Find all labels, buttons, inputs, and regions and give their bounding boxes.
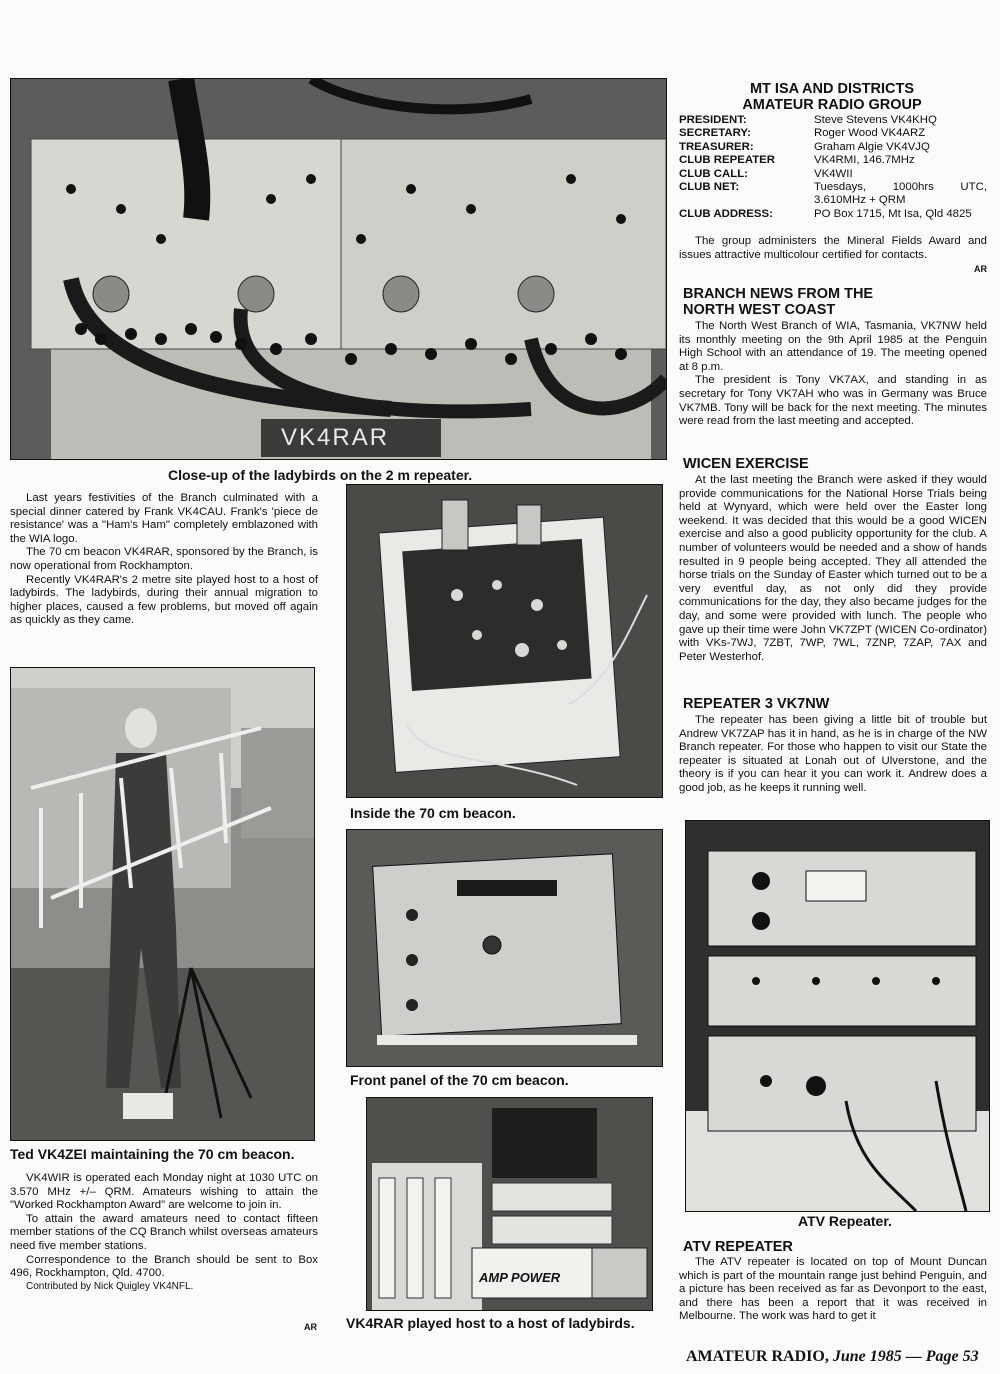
ladybirds-closeup-photo — [10, 78, 667, 460]
left-story-top — [10, 492, 318, 628]
front-panel-photo — [346, 829, 663, 1067]
branch-news-body — [679, 320, 987, 429]
info-value: Roger Wood VK4ARZ — [814, 127, 926, 140]
left-para-1: Last years festivities of the Branch culminated with a special dinner catered by Frank VK4CAU. Frank's 'piece de resistance' was a "Ham's Ham" completely emblazoned with the WIA logo. — [10, 492, 318, 545]
left-para-6: Correspondence to the Branch should be sent to Box 496, Rockhampton, Qld. 4700. — [10, 1253, 318, 1280]
mtisa-info-table — [679, 114, 987, 221]
left-para-2: The 70 cm beacon VK4RAR, sponsored by the Branch, is now operational from Rockhampton. — [10, 546, 318, 572]
info-row — [679, 208, 987, 221]
mtisa-title — [678, 81, 986, 113]
mtisa-body — [679, 235, 987, 262]
footer-page: — Page 53 — [905, 1348, 979, 1365]
caption-ted: Ted VK4ZEI maintaining the 70 cm beacon. — [10, 1146, 295, 1162]
left-para-4: VK4WIR is operated each Monday night at 1030 UTC on 3.570 MHz +/– QRM. Amateurs wishing to attain the "Worked Rockhampton Award" are welcome to join in. — [10, 1172, 318, 1212]
wicen-heading: WICEN EXERCISE — [683, 456, 809, 472]
info-key: TREASURER: — [679, 140, 754, 153]
left-para-5: To attain the award amateurs need to contact fifteen member stations of the CQ Branch whilst overseas amateurs need five member stations. — [10, 1212, 318, 1252]
caption-front-panel: Front panel of the 70 cm beacon. — [350, 1072, 569, 1088]
left-story-bottom — [10, 1172, 318, 1293]
caption-host: VK4RAR played host to a host of ladybirds. — [346, 1315, 635, 1331]
vk4rar-plate-label: VK4RAR — [281, 424, 390, 451]
page-footer — [686, 1348, 979, 1366]
repeater-para-1: The repeater has been giving a little bit of trouble but Andrew VK7ZAP has it in hand, as he is in charge of the NW Branch repeater. For those who happen to visit our State the repeater is situated at Lonah out of Ulverstone, and the theory is if you can hear it you can work it. Andrew does a good job, as he keeps it running well. — [679, 714, 987, 794]
left-credit: Contributed by Nick Quigley VK4NFL. — [26, 1280, 194, 1292]
ted-antenna-photo — [10, 667, 315, 1141]
footer-magazine: AMATEUR RADIO, — [686, 1348, 829, 1365]
info-row — [679, 168, 987, 181]
branch-heading-line-1: BRANCH NEWS FROM THE — [683, 286, 874, 302]
branch-news-heading — [683, 286, 873, 318]
info-row — [679, 114, 987, 127]
info-value: Steve Stevens VK4KHQ — [814, 114, 937, 126]
info-value: PO Box 1715, Mt Isa, Qld 4825 — [814, 207, 972, 220]
mtisa-ar-mark: AR — [974, 264, 987, 274]
repeater-body — [679, 714, 987, 796]
caption-inside-beacon: Inside the 70 cm beacon. — [350, 805, 516, 821]
info-row — [679, 154, 987, 167]
branch-para-2: The president is Tony VK7AX, and standing in as secretary for Tony VK7AH who was in Germany was Bruce VK7MB. Tony will be back for the next meeting. The minutes were read from the last meeting and accepted. — [679, 374, 987, 428]
branch-heading-line-2: NORTH WEST COAST — [683, 302, 836, 318]
info-key: CLUB CALL: — [679, 167, 748, 180]
info-key: SECRETARY: — [679, 127, 751, 140]
amp-power-label: AMP POWER — [479, 1270, 561, 1285]
repeater-rack-photo — [366, 1097, 653, 1311]
info-row — [679, 141, 987, 154]
inside-beacon-photo — [346, 484, 663, 798]
mtisa-title-line-1: MT ISA AND DISTRICTS — [749, 81, 915, 97]
footer-date: June 1985 — [832, 1348, 902, 1365]
atv-para-1: The ATV repeater is located on top of Mount Duncan which is part of the mountain range just behind Penguin, and a picture has been received as far as Devonport to the east, and there has been a report that it was received in Melbourne. The work was hard to get it — [679, 1256, 987, 1323]
info-value: Tuesdays, 1000hrs UTC, 3.610MHz + QRM — [814, 181, 987, 207]
branch-para-1: The North West Branch of WIA, Tasmania, VK7NW held its monthly meeting on the 9th April 1985 at the Penguin High School with an attendance of 19. The meeting opened at 8 p.m. — [679, 320, 987, 373]
info-row — [679, 181, 987, 208]
mtisa-body-text: The group administers the Mineral Fields Award and issues attractive multicolour certified for contacts. — [679, 235, 987, 261]
info-key: CLUB NET: — [679, 181, 740, 194]
wicen-body — [679, 474, 987, 664]
mtisa-title-line-2: AMATEUR RADIO GROUP — [742, 97, 922, 113]
atv-repeater-photo — [685, 820, 990, 1212]
repeater-heading: REPEATER 3 VK7NW — [683, 696, 830, 712]
left-ar-mark: AR — [304, 1322, 317, 1332]
wicen-para-1: At the last meeting the Branch were asked if they would provide communications for the National Horse Trials being held at Wynyard, which were held over the Easter long weekend. It was decided that this would be a good WICEN exercise and also a good publicity opportunity for the club. A number of volunteers would be needed and a show of hands resulted in 9 people being accepted. They all attended the horse trials on the Sunday of Easter which turned out to be a very eventful day, as not only did they provide communications for the day, they also became judges for the day, and some were provided with lunch. The people who gave up their time were John VK7ZPT (WICEN Co-ordinator) with VKs-7WJ, 7ZBT, 7WP, 7WL, 7ZNP, 7ZAP, 7AX and Peter Westerhof. — [679, 474, 987, 663]
info-value: VK4RMI, 146.7MHz — [814, 154, 915, 167]
left-para-3: Recently VK4RAR's 2 metre site played host to a host of ladybirds. The ladybirds, during their annual migration to higher places, caused a few problems, but moved off again as quickly as they came. — [10, 573, 318, 627]
info-key: PRESIDENT: — [679, 114, 747, 126]
caption-atv: ATV Repeater. — [798, 1213, 892, 1229]
info-key: CLUB REPEATER — [679, 154, 775, 167]
info-value: VK4WII — [814, 167, 853, 180]
info-value: Graham Algie VK4VJQ — [814, 140, 930, 153]
info-row — [679, 127, 987, 140]
atv-body — [679, 1256, 987, 1324]
atv-heading: ATV REPEATER — [683, 1239, 793, 1255]
info-key: CLUB ADDRESS: — [679, 207, 773, 220]
caption-ladybirds-closeup: Close-up of the ladybirds on the 2 m repeater. — [168, 467, 473, 483]
